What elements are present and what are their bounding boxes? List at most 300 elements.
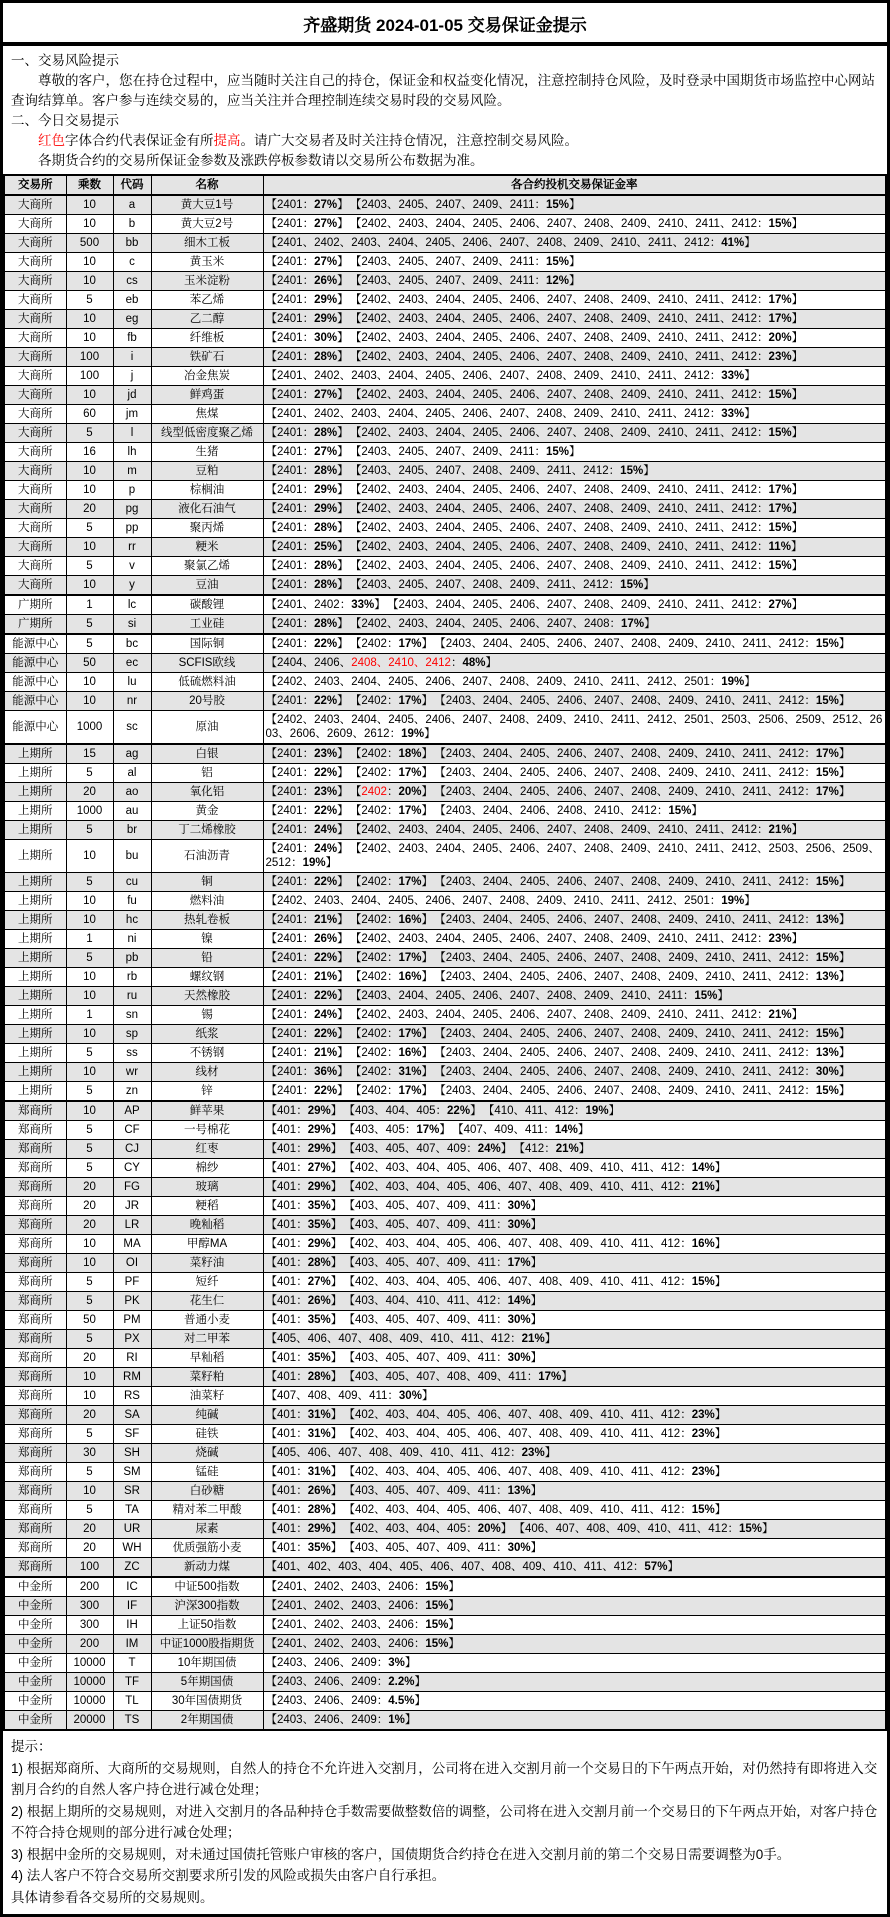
margin-group: 【2404、2406、2408、2410、2412：48%】 [265,657,497,669]
multiplier-cell: 10 [66,692,113,711]
multiplier-cell: 50 [66,1311,113,1330]
margin-group: 【2402、2403、2404、2405、2406、2407、2408：17%】 [355,618,656,630]
margin-group: 【402、403、404、405、406、407、408、409、410、411、412：15%】 [349,1276,727,1288]
margin-group: 【401：35%】 [265,1200,343,1212]
name-cell: 新动力煤 [151,1558,263,1578]
code-cell: SF [113,1425,151,1444]
margin-group: 【401：35%】 [265,1219,343,1231]
multiplier-cell: 5 [66,557,113,576]
table-row [4,673,886,692]
margin-rate-value: 35% [307,1542,331,1554]
multiplier-cell: 10 [66,911,113,930]
margin-group: 【2403、2404、2405、2406、2407、2408、2409、2410、2411：15%】 [355,990,729,1002]
code-cell: T [113,1654,151,1673]
name-cell: 烧碱 [151,1444,263,1463]
exchange-cell: 上期所 [4,802,66,821]
margin-group: 【401：27%】 [265,1162,343,1174]
multiplier-cell: 5 [66,1044,113,1063]
margin-rates-cell [263,1711,886,1731]
margin-rate-value: 22% [314,805,338,817]
code-cell: CF [113,1121,151,1140]
table-row [4,1539,886,1558]
exchange-cell: 大商所 [4,443,66,462]
today-highlight-line [11,131,879,151]
margin-rates-cell [263,711,886,745]
margin-group: 【2402、2403、2404、2405、2406、2407、2408、2409、2410、2411、2412、2501：19%】 [265,895,756,907]
code-cell: i [113,348,151,367]
name-cell: 纯碱 [151,1406,263,1425]
margin-group: 【2403、2404、2405、2406、2407、2408、2409、2410、2411、2412：13%】 [440,971,851,983]
margin-rate-value: 15% [691,1276,715,1288]
margin-rate-value: 27% [314,256,338,268]
code-cell: IM [113,1635,151,1654]
margin-group: 【402、403、404、405、406、407、408、409、410、411、412：14%】 [349,1162,727,1174]
margin-rate-value: 15% [768,218,792,230]
margin-group: 【2401：28%】 [265,351,349,363]
margin-rate-value: 22% [314,990,338,1002]
margin-group: 【2401：22%】 [265,1085,349,1097]
margin-rates-cell [263,1482,886,1501]
margin-rate-value: 28% [314,560,338,572]
exchange-cell: 大商所 [4,253,66,272]
code-cell: SA [113,1406,151,1425]
margin-rates-cell [263,1216,886,1235]
code-cell: jd [113,386,151,405]
margin-rate-value: 13% [815,1047,839,1059]
multiplier-cell: 10 [66,968,113,987]
exchange-cell: 上期所 [4,821,66,840]
margin-rate-value: 33% [351,599,375,611]
code-cell: m [113,462,151,481]
exchange-cell: 郑商所 [4,1197,66,1216]
margin-group: 【401：31%】 [265,1409,343,1421]
table-row [4,538,886,557]
code-cell: UR [113,1520,151,1539]
code-cell: cs [113,272,151,291]
margin-group: 【403、405、407、409、411：30%】 [349,1314,543,1326]
table-row [4,1673,886,1692]
margin-rate-value: 19% [302,857,326,869]
margin-rates-cell [263,386,886,405]
margin-rate-value: 26% [314,933,338,945]
table-row [4,1178,886,1197]
margin-rate-value: 31% [307,1428,331,1440]
name-cell: 苯乙烯 [151,291,263,310]
margin-rate-value: 15% [815,1085,839,1097]
code-cell: ru [113,987,151,1006]
margin-rate-value: 15% [815,1028,839,1040]
exchange-cell: 大商所 [4,538,66,557]
exchange-cell: 中金所 [4,1616,66,1635]
margin-group: 【2403、2404、2405、2406、2407、2408、2409、2410、2411、2412：17%】 [440,786,851,798]
multiplier-cell: 5 [66,1292,113,1311]
margin-rates-cell [263,654,886,673]
exchange-cell: 广期所 [4,615,66,635]
margin-rate-value: 48% [462,657,486,669]
margin-rate-value: 22% [314,767,338,779]
table-row [4,1463,886,1482]
table-row [4,195,886,215]
margin-rates-cell [263,802,886,821]
margin-group: 【2403、2404、2405、2406、2407、2408、2409、2410、2411、2412：15%】 [440,952,851,964]
code-cell: p [113,481,151,500]
multiplier-cell: 10 [66,386,113,405]
col-header-exchange: 交易所 [4,175,66,195]
name-cell: 精对苯二甲酸 [151,1501,263,1520]
exchange-cell: 上期所 [4,873,66,892]
exchange-cell: 郑商所 [4,1140,66,1159]
margin-group: 【2401：24%】 [265,824,349,836]
margin-rate-value: 15% [768,389,792,401]
multiplier-cell: 10 [66,1368,113,1387]
margin-rate-value: 27% [307,1162,331,1174]
margin-rate-value: 11% [768,541,791,553]
name-cell: 玉米淀粉 [151,272,263,291]
note-item: 具体请参看各交易所的交易规则。 [11,1889,214,1905]
margin-group: 【2401：25%】 [265,541,349,553]
code-cell: b [113,215,151,234]
margin-rate-value: 13% [815,914,839,926]
name-cell: 不锈钢 [151,1044,263,1063]
margin-group: 【401：28%】 [265,1504,343,1516]
code-cell: jm [113,405,151,424]
margin-rates-cell [263,892,886,911]
margin-rate-value: 28% [314,427,338,439]
table-row [4,1101,886,1121]
margin-rates-cell [263,783,886,802]
code-cell: si [113,615,151,635]
margin-rate-value: 20% [477,1523,501,1535]
margin-group: 【2401、2402、2403、2406：15%】 [265,1581,460,1593]
margin-rate-value: 15% [425,1581,449,1593]
name-cell: 热轧卷板 [151,911,263,930]
margin-rate-value: 2.2% [388,1676,415,1688]
margin-rate-value: 29% [307,1238,331,1250]
multiplier-cell: 10 [66,1025,113,1044]
margin-group: 【2401：29%】 [265,503,349,515]
page-title: 齐盛期货 2024-01-05 交易保证金提示 [3,3,887,46]
margin-rate-value: 26% [314,275,338,287]
exchange-cell: 郑商所 [4,1216,66,1235]
margin-group: 【2402：17%】 [355,952,433,964]
margin-rates-cell [263,367,886,386]
multiplier-cell: 10 [66,253,113,272]
exchange-cell: 大商所 [4,424,66,443]
table-row [4,462,886,481]
text-segment: 。请广大交易者及时关注持仓情况，注意控制交易风险。 [240,133,578,148]
margin-table [3,174,887,1731]
code-cell: zn [113,1082,151,1102]
exchange-cell: 大商所 [4,519,66,538]
table-row [4,840,886,873]
margin-rates-cell [263,634,886,654]
multiplier-cell: 16 [66,443,113,462]
multiplier-cell: 300 [66,1616,113,1635]
name-cell: 20号胶 [151,692,263,711]
name-cell: 红枣 [151,1140,263,1159]
margin-rate-value: 24% [477,1143,501,1155]
margin-rate-value: 21% [768,1009,792,1021]
name-cell: 锰硅 [151,1463,263,1482]
raised-margin-contract: 2408、 [351,657,389,669]
margin-rate-value: 15% [815,638,839,650]
code-cell: OI [113,1254,151,1273]
multiplier-cell: 20 [66,1539,113,1558]
table-row [4,1140,886,1159]
multiplier-cell: 300 [66,1597,113,1616]
name-cell: 氧化铝 [151,783,263,802]
exchange-cell: 大商所 [4,272,66,291]
table-row [4,481,886,500]
multiplier-cell: 10 [66,1063,113,1082]
multiplier-cell: 60 [66,405,113,424]
margin-rates-cell [263,840,886,873]
exchange-cell: 广期所 [4,595,66,615]
name-cell: SCFIS欧线 [151,654,263,673]
name-cell: 螺纹钢 [151,968,263,987]
margin-rates-cell [263,310,886,329]
margin-rates-cell [263,1539,886,1558]
margin-group: 【407、409、411：14%】 [457,1124,590,1136]
margin-rate-value: 3% [388,1657,405,1669]
margin-group: 【402、403、404、405、406、407、408、409、410、411、412：23%】 [349,1466,727,1478]
margin-group: 【2403、2404、2405、2406、2407、2408、2409、2410、2411、2412：13%】 [440,914,851,926]
exchange-cell: 大商所 [4,348,66,367]
margin-group: 【2403、2404、2406、2408、2410、2412：15%】 [440,805,703,817]
multiplier-cell: 1 [66,930,113,949]
margin-rate-value: 19% [721,895,745,907]
code-cell: ZC [113,1558,151,1578]
margin-rates-cell [263,557,886,576]
margin-rate-value: 17% [398,1028,422,1040]
margin-rate-value: 23% [314,786,338,798]
name-cell: 冶金焦炭 [151,367,263,386]
margin-rate-value: 29% [307,1124,331,1136]
margin-rates-cell [263,1501,886,1520]
margin-rate-value: 22% [314,695,338,707]
exchange-cell: 上期所 [4,783,66,802]
margin-rate-value: 33% [721,370,745,382]
margin-rate-value: 17% [398,767,422,779]
margin-rate-value: 29% [307,1181,331,1193]
exchange-cell: 郑商所 [4,1444,66,1463]
margin-group: 【2402：17%】 [355,805,433,817]
margin-rate-value: 35% [307,1352,331,1364]
margin-group: 【2401、2402、2403、2404、2405、2406、2407、2408、2409、2410、2411、2412：33%】 [265,370,756,382]
exchange-cell: 郑商所 [4,1330,66,1349]
margin-group: 【2402：16%】 [355,971,433,983]
code-cell: v [113,557,151,576]
exchange-cell: 郑商所 [4,1254,66,1273]
multiplier-cell: 20 [66,1197,113,1216]
margin-rate-value: 29% [314,313,338,325]
exchange-cell: 上期所 [4,949,66,968]
name-cell: 棕榈油 [151,481,263,500]
name-cell: 花生仁 [151,1292,263,1311]
table-row [4,634,886,654]
exchange-cell: 大商所 [4,405,66,424]
margin-group: 【2401、2402、2403、2404、2405、2406、2407、2408、2409、2410、2411、2412：33%】 [265,408,756,420]
code-cell: pb [113,949,151,968]
margin-group: 【2402、2403、2404、2405、2406、2407、2408、2409、2410、2411、2412：15%】 [355,560,804,572]
exchange-cell: 大商所 [4,557,66,576]
margin-group: 【2402、2403、2404、2405、2406、2407、2408、2409、2410、2411、2412、2503、2506、2509、2512：19%】 [265,843,880,869]
code-cell: TS [113,1711,151,1731]
exchange-cell: 中金所 [4,1635,66,1654]
name-cell: 中证500指数 [151,1577,263,1597]
margin-rate-value: 22% [314,638,338,650]
code-cell: a [113,195,151,215]
margin-group: 【2402：17%】 [355,767,433,779]
margin-group: 【2402：17%】 [355,876,433,888]
margin-rate-value: 16% [398,1047,422,1059]
margin-rate-value: 17% [768,503,792,515]
table-row [4,654,886,673]
exchange-cell: 上期所 [4,892,66,911]
notes-heading: 提示： [11,1739,52,1754]
margin-rate-value: 17% [768,484,792,496]
margin-rate-value: 14% [507,1295,531,1307]
code-cell: rb [113,968,151,987]
name-cell: 铝 [151,764,263,783]
margin-rate-value: 26% [307,1485,331,1497]
margin-group: 【401：26%】 [265,1485,343,1497]
table-row [4,1425,886,1444]
multiplier-cell: 100 [66,367,113,386]
table-row [4,949,886,968]
exchange-cell: 郑商所 [4,1406,66,1425]
multiplier-cell: 10 [66,987,113,1006]
table-row [4,873,886,892]
code-cell: l [113,424,151,443]
table-row [4,443,886,462]
margin-rate-value: 24% [314,843,338,855]
table-row [4,1692,886,1711]
margin-rate-value: 21% [314,971,338,983]
margin-rate-value: 15% [545,199,570,211]
margin-group: 【2403、2406、2409：2.2%】 [265,1676,426,1688]
margin-rate-value: 15% [815,695,839,707]
multiplier-cell: 100 [66,348,113,367]
multiplier-cell: 5 [66,615,113,635]
exchange-cell: 郑商所 [4,1273,66,1292]
code-cell: lu [113,673,151,692]
margin-rate-value: 23% [691,1466,715,1478]
intro-section [3,46,887,174]
name-cell: 一号棉花 [151,1121,263,1140]
name-cell: 生猪 [151,443,263,462]
table-row [4,1311,886,1330]
code-cell: c [113,253,151,272]
table-row [4,1254,886,1273]
margin-rate-value: 29% [307,1523,331,1535]
table-row [4,744,886,764]
code-cell: JR [113,1197,151,1216]
exchange-cell: 上期所 [4,1006,66,1025]
name-cell: 线材 [151,1063,263,1082]
table-row [4,367,886,386]
table-row [4,272,886,291]
multiplier-cell: 5 [66,519,113,538]
margin-rate-value: 23% [768,933,792,945]
margin-group: 【2401：26%】 [265,933,349,945]
margin-group: 【403、405、407、409、411：30%】 [349,1200,543,1212]
table-row [4,1121,886,1140]
table-row [4,405,886,424]
name-cell: 鲜鸡蛋 [151,386,263,405]
margin-group: 【2401：22%】 [265,638,349,650]
margin-rates-cell [263,1197,886,1216]
multiplier-cell: 20 [66,783,113,802]
margin-rate-value: 36% [314,1066,338,1078]
margin-rates-cell [263,272,886,291]
margin-group: 【405、406、407、408、409、410、411、412：23%】 [265,1447,557,1459]
multiplier-cell: 20 [66,500,113,519]
multiplier-cell: 5 [66,1159,113,1178]
margin-group: 【2403、2405、2407、2408、2409、2411、2412：15%】 [355,465,655,477]
name-cell: 镍 [151,930,263,949]
table-row [4,1292,886,1311]
code-cell: bc [113,634,151,654]
margin-rate-value: 27% [307,1276,331,1288]
margin-rates-cell [263,234,886,253]
name-cell: 液化石油气 [151,500,263,519]
multiplier-cell: 1000 [66,711,113,745]
name-cell: 丁二烯橡胶 [151,821,263,840]
exchange-cell: 大商所 [4,367,66,386]
code-cell: TA [113,1501,151,1520]
margin-group: 【2401：22%】 [265,767,349,779]
code-cell: nr [113,692,151,711]
name-cell: 玻璃 [151,1178,263,1197]
margin-group: 【2401：28%】 [265,579,349,591]
margin-group: 【402、403、404、405、406、407、408、409、410、411、412：23%】 [349,1409,727,1421]
margin-group: 【2402、2403、2404、2405、2406、2407、2408、2409、2410、2411、2412、2501、2503、2506、2509、2512、2603、2606、2609、2612：19%】 [265,714,883,740]
risk-section-heading: 一、交易风险提示 [11,53,119,68]
margin-group: 【2403、2404、2405、2406、2407、2408、2409、2410、2411、2412：15%】 [440,1085,851,1097]
margin-rate-value: 23% [768,351,792,363]
margin-rates-cell [263,949,886,968]
exchange-cell: 郑商所 [4,1311,66,1330]
margin-rate-value: 15% [691,1504,715,1516]
multiplier-cell: 5 [66,1273,113,1292]
multiplier-cell: 30 [66,1444,113,1463]
exchange-cell: 郑商所 [4,1387,66,1406]
table-row [4,424,886,443]
table-row [4,764,886,783]
code-cell: sc [113,711,151,745]
margin-rates-cell [263,1654,886,1673]
exchange-cell: 中金所 [4,1577,66,1597]
code-cell: MA [113,1235,151,1254]
margin-group: 【403、404、410、411、412：14%】 [349,1295,543,1307]
margin-rates-cell [263,930,886,949]
margin-group: 【410、411、412：19%】 [488,1105,621,1117]
margin-group: 【402、403、404、405：20%】 [349,1523,513,1535]
multiplier-cell: 5 [66,1425,113,1444]
note-item: 1) 根据郑商所、大商所的交易规则，自然人的持仓不允许进入交割月，公司将在进入交割月前一个交易日的下午两点开始，对仍然持有即将进入交割月合约的自然人客户持仓进行减仓处理； [11,1760,878,1797]
margin-rate-value: 22% [314,876,338,888]
name-cell: 聚氯乙烯 [151,557,263,576]
margin-rate-value: 28% [307,1257,331,1269]
exchange-cell: 中金所 [4,1597,66,1616]
table-row [4,802,886,821]
margin-rate-value: 30% [314,332,338,344]
margin-group: 【2403、2405、2407、2409、2411：15%】 [355,199,581,211]
margin-rates-cell [263,615,886,635]
multiplier-cell: 20000 [66,1711,113,1731]
col-header-margin-rates: 各合约投机交易保证金率 [263,175,886,195]
